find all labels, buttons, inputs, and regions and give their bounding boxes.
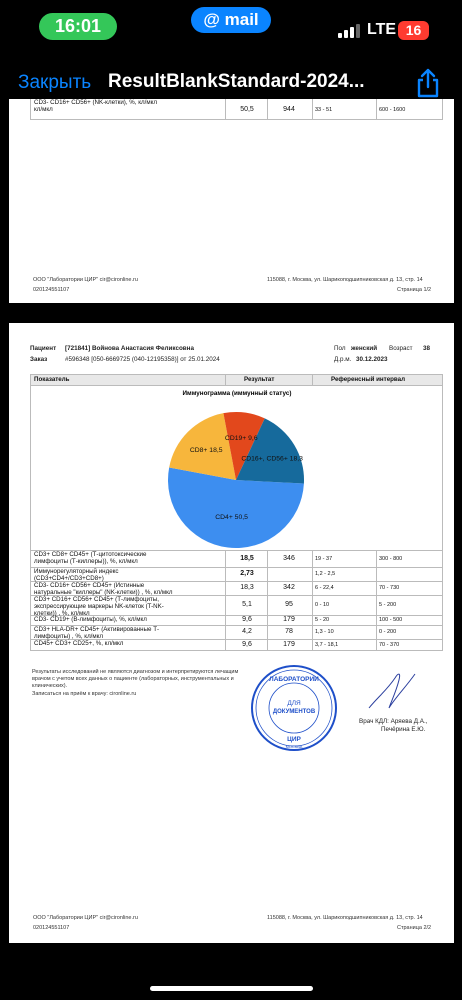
row-name-line1: CD3- CD16+ CD56+ CD45+ (Истинные <box>34 582 145 589</box>
stamp-top-text: ЛАБОРАТОРИИ <box>269 676 319 683</box>
row-abs: 179 <box>283 640 295 648</box>
age-label: Возраст <box>389 345 413 352</box>
patient-label: Пациент <box>30 345 57 352</box>
row-ref1: 1,3 - 10 <box>315 629 334 635</box>
table-row <box>30 595 443 616</box>
pie-label: CD4+ 50,5 <box>215 514 248 522</box>
row-ref1: 6 - 22,4 <box>315 585 334 591</box>
row-ref1: 0 - 10 <box>315 602 330 608</box>
row-name-line1: CD3- CD19+ (В-лимфоциты), %, кл/мкл <box>34 616 147 623</box>
row-name-line2: (CD3+CD4+/CD3+CD8+) <box>34 575 104 582</box>
home-indicator[interactable] <box>150 986 313 991</box>
row-result: 5,1 <box>242 601 252 608</box>
row-ref2: 5 - 200 <box>379 602 397 608</box>
row-ref2: 0 - 200 <box>379 629 397 635</box>
header-indicator: Показатель <box>34 376 70 383</box>
row-abs: 346 <box>283 554 295 562</box>
stamp-center1: ДЛЯ <box>287 700 301 707</box>
row-name-line2: экспрессирующие маркеры NK-клеток (T-NK- <box>34 603 164 610</box>
row-name-line1: CD3+ HLA-DR+ CD45+ (Активированные Т- <box>34 626 160 633</box>
disclaimer-line1: Результаты исследований не являются диагнозом и интерпретируются лечащим <box>32 669 239 675</box>
status-bar <box>0 0 462 56</box>
row-abs: 944 <box>283 106 295 113</box>
doctor-signature <box>365 668 425 713</box>
table-row <box>30 639 443 651</box>
row-abs: 342 <box>283 584 295 591</box>
footer-id: 020124551107 <box>33 287 70 293</box>
order-value: #596348 [050-6669725 (040-12195358)] от 25.01.2024 <box>65 356 220 363</box>
table-row <box>30 99 443 120</box>
row-ref2: 300 - 800 <box>379 555 403 562</box>
row-ref2: 100 - 500 <box>379 617 403 623</box>
row-result: 18,3 <box>240 584 254 591</box>
sex-label: Пол <box>334 345 346 352</box>
network-type: LTE <box>367 21 397 38</box>
row-name-line2: лимфоциты) , %, кл/мкл <box>34 633 104 640</box>
row-ref1: 1,2 - 2,5 <box>315 571 336 577</box>
status-time[interactable]: 16:01 <box>39 13 117 40</box>
row-name-line1: CD3+ CD16+ CD56+ CD45+ (Т-лимфоциты, <box>34 596 159 603</box>
row-name-line1: Иммунорегуляторный индекс <box>34 568 119 575</box>
row-name-line1: CD45+ CD3+ CD25+, %, кл/мкл <box>34 640 124 647</box>
row-ref1: 3,7 - 18,1 <box>315 641 339 648</box>
dob-value: 30.12.2023 <box>356 356 388 363</box>
row-name: CD3- CD16+ CD56+ (NK-клетки), %, кл/мкл <box>34 99 157 106</box>
row-abs: 179 <box>283 616 295 623</box>
disclaimer-line2: врачом с учетом всех данных о пациенте (лабораторных, инструментальных и <box>32 676 234 682</box>
disclaimer-line3: клинических). <box>32 683 68 689</box>
table-row <box>30 567 443 582</box>
pdf-page-2 <box>9 323 454 943</box>
doctor-line1: Врач КДЛ: Аряева Д.А., <box>359 718 428 725</box>
footer-page-number: Страница 1/2 <box>397 287 432 293</box>
row-abs: 95 <box>285 601 293 608</box>
row-ref1: 5 - 20 <box>315 617 330 623</box>
row-ref2: 70 - 370 <box>379 641 400 648</box>
row-ref2: 600 - 1600 <box>379 107 406 113</box>
cellular-signal-icon <box>338 22 362 38</box>
footer-address: 115088, г. Москва, ул. Шарикоподшипниковская д. 13, стр. 14 <box>267 915 423 921</box>
immunogram-pie-chart <box>31 384 442 550</box>
mail-app-label: mail <box>224 10 259 29</box>
header-result: Результат <box>244 376 275 383</box>
row-name-line3: клетки)) , %, кл/мкл <box>34 610 90 617</box>
dob-label: Д.р.м. <box>334 356 352 363</box>
appointment-link: Записаться на приём к врачу: cironline.ru <box>32 691 137 697</box>
at-icon: @ <box>203 10 220 29</box>
table-row <box>30 581 443 596</box>
share-icon[interactable] <box>414 67 442 99</box>
laboratory-stamp <box>249 663 339 753</box>
table-row <box>30 550 443 568</box>
doctor-line2: Печёрина Е.Ю. <box>381 726 426 733</box>
row-name-line2: кл/мкл <box>34 106 53 113</box>
row-result: 2,73 <box>240 570 254 577</box>
age-value: 38 <box>423 345 431 352</box>
row-result: 18,5 <box>240 554 254 562</box>
row-result: 4,2 <box>242 628 252 635</box>
patient-name: [721841] Войнова Анастасия Феликсовна <box>65 345 194 352</box>
footer-id: 020124551107 <box>33 925 70 931</box>
mail-app-pill[interactable] <box>191 7 271 33</box>
row-name-line2: натуральные "киллеры" (NK-клетки)) , %, кл/мкл <box>34 589 173 596</box>
table-row <box>30 625 443 640</box>
row-result: 9,6 <box>242 640 252 648</box>
order-label: Заказ <box>30 356 48 363</box>
row-result: 50,5 <box>240 106 254 113</box>
chart-title: Иммунограмма (иммунный статус) <box>182 390 292 397</box>
footer-company: ООО "Лаборатории ЦИР" cir@cironline.ru <box>33 277 138 283</box>
document-title: ResultBlankStandard-2024... <box>108 71 365 92</box>
row-ref1: 33 - 51 <box>315 107 333 113</box>
footer-page-number: Страница 2/2 <box>397 925 432 931</box>
row-ref2: 70 - 730 <box>379 585 400 591</box>
row-ref1: 19 - 37 <box>315 555 333 562</box>
row-abs: 78 <box>285 628 293 635</box>
footer-address: 115088, г. Москва, ул. Шарикоподшипниковская д. 13, стр. 14 <box>267 277 423 283</box>
footer-company: ООО "Лаборатории ЦИР" cir@cironline.ru <box>33 915 138 921</box>
stamp-city: МОСКВА <box>285 744 303 749</box>
pie-label: CD16+, CD56+ 18,3 <box>241 455 303 463</box>
sex-value: женский <box>351 345 378 352</box>
row-result: 9,6 <box>242 616 252 623</box>
stamp-cir: ЦИР <box>287 736 301 743</box>
row-name-line2: лимфоциты (Т-киллеры)), %, кл/мкл <box>34 558 138 565</box>
pdf-page-1 <box>9 99 454 303</box>
close-button[interactable]: Закрыть <box>18 72 92 93</box>
header-reference: Референсный интервал <box>331 376 406 383</box>
pie-label: CD8+ 18,5 <box>189 447 223 455</box>
row-name-line1: CD3+ CD8+ CD45+ (Т-цитотоксические <box>34 551 147 558</box>
stamp-center2: ДОКУМЕНТОВ <box>272 709 316 715</box>
pie-label: CD19+ 9,6 <box>224 435 258 443</box>
chart-box <box>30 384 443 551</box>
battery-icon: 16 <box>398 21 429 40</box>
